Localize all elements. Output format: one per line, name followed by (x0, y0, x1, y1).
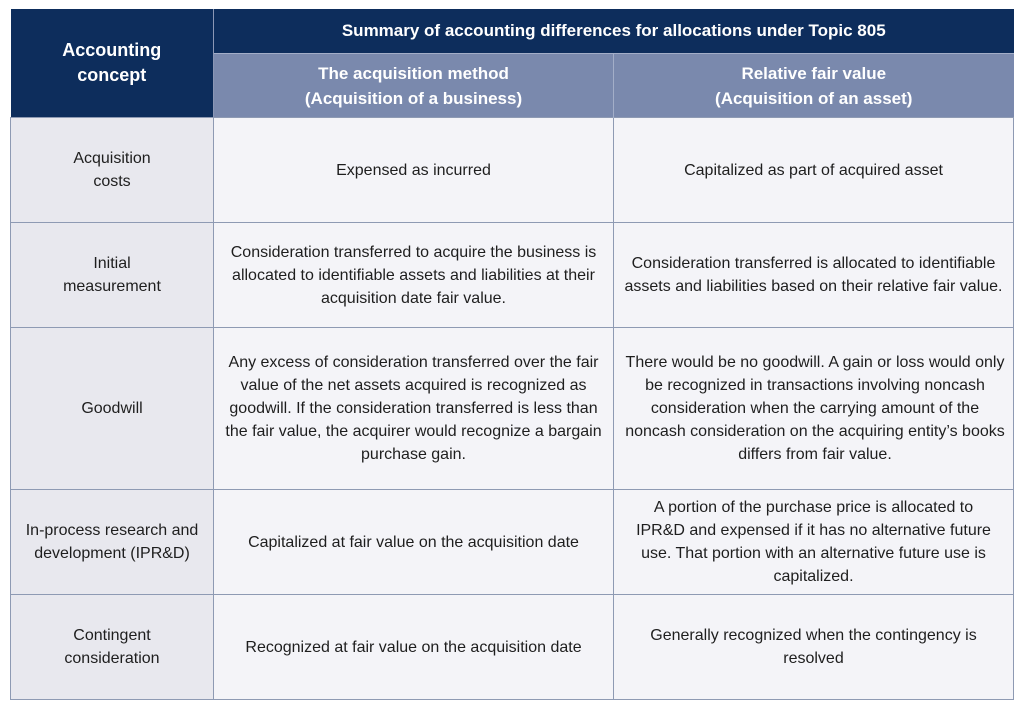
acquisition-method-text: Consideration transferred to acquire the business is allocated to identifiable assets and liabilities at their acquisition date fair value. (230, 243, 597, 307)
accounting-differences-table (10, 9, 1014, 700)
header-acquisition-method-line1: The acquisition method (318, 63, 509, 83)
relative-fair-value-text: Consideration transferred is allocated to identifiable assets and liabilities based on their relative fair value. (624, 255, 1003, 295)
header-acquisition-method (214, 54, 614, 118)
table-row-acquisition-costs (11, 118, 1014, 223)
acquisition-method-cell: Capitalized at fair value on the acquisition date (214, 490, 614, 595)
header-acquisition-method-line2: (Acquisition of a business) (304, 88, 523, 108)
concept-label: Contingent consideration (64, 627, 160, 667)
concept-cell: Goodwill (11, 328, 214, 490)
header-relative-fair-value-line1: Relative fair value (741, 63, 887, 83)
table-row-goodwill (11, 328, 1014, 490)
concept-cell (11, 118, 214, 223)
relative-fair-value-cell (614, 328, 1014, 490)
relative-fair-value-cell (614, 223, 1014, 328)
header-accounting-concept (11, 9, 214, 118)
relative-fair-value-cell: Capitalized as part of acquired asset (614, 118, 1014, 223)
relative-fair-value-text: Generally recognized when the contingency is resolved (650, 627, 977, 667)
header-relative-fair-value-line2: (Acquisition of an asset) (715, 88, 913, 108)
relative-fair-value-text: A portion of the purchase price is allocated to IPR&D and expensed if it has no alternative future use. That portion with an alternative future use is capitalized. (636, 499, 991, 585)
acquisition-method-cell: Recognized at fair value on the acquisition date (214, 595, 614, 700)
relative-fair-value-cell (614, 595, 1014, 700)
acquisition-method-cell (214, 328, 614, 490)
table-row-contingent-consideration (11, 595, 1014, 700)
acquisition-method-cell: Expensed as incurred (214, 118, 614, 223)
concept-label: Initial measurement (63, 255, 161, 295)
header-summary-title: Summary of accounting differences for allocations under Topic 805 (214, 9, 1014, 54)
header-concept-label: Accounting concept (62, 40, 162, 85)
concept-label: Acquisition costs (73, 150, 151, 190)
header-relative-fair-value (614, 54, 1014, 118)
table-row-ipr-d (11, 490, 1014, 595)
acquisition-method-text: Any excess of consideration transferred over the fair value of the net assets acquired is recognized as goodwill. If the consideration transferred is less than the fair value, the acquirer would recognize a bargain purchase gain. (225, 354, 602, 463)
concept-cell (11, 595, 214, 700)
relative-fair-value-text: There would be no goodwill. A gain or loss would only be recognized in transactions involving noncash consideration when the carrying amount of the noncash consideration on the acquiring entity’s books differs from fair value. (625, 354, 1005, 463)
relative-fair-value-cell (614, 490, 1014, 595)
comparison-table-container (10, 9, 1013, 700)
table-row-initial-measurement (11, 223, 1014, 328)
acquisition-method-cell (214, 223, 614, 328)
concept-cell (11, 223, 214, 328)
concept-cell: In-process research and development (IPR&D) (11, 490, 214, 595)
